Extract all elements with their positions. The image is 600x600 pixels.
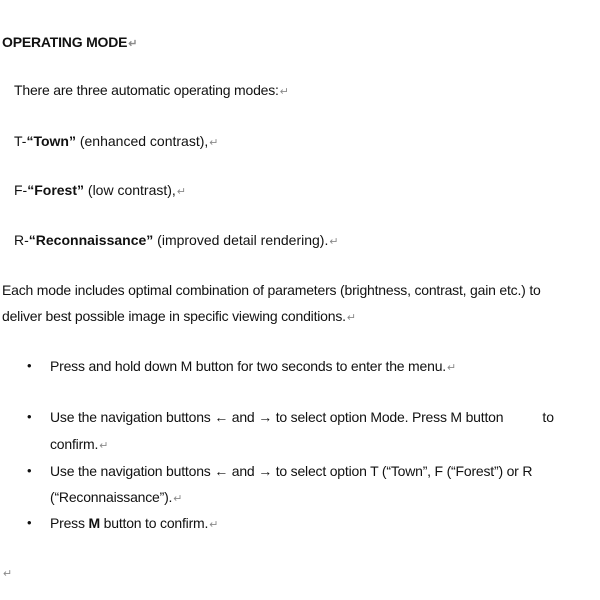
paragraph-mark-icon: ↵ <box>176 186 187 198</box>
mode-town-line: T-“Town” (enhanced contrast),↵ <box>14 133 219 149</box>
bullet-item-4: Press M button to confirm.↵ <box>50 515 219 531</box>
bullet-item-2-trailing-word: to <box>542 409 554 425</box>
paragraph-mark-icon: ↵ <box>329 236 339 248</box>
bullet-item-2-line-1: Use the navigation buttons ← and → to select option Mode. Press M button <box>50 409 504 425</box>
bullet-item-3-line-2: (“Reconnaissance”).↵ <box>50 489 183 505</box>
paragraph-mark-icon: ↵ <box>128 38 138 50</box>
description-line-2: deliver best possible image in specific viewing conditions.↵ <box>2 308 356 324</box>
paragraph-mark-icon: ↵ <box>99 440 109 452</box>
paragraph-mark-icon: ↵ <box>3 568 13 580</box>
description-line-1: Each mode includes optimal combination of parameters (brightness, contrast, gain etc.) to <box>2 282 541 298</box>
mode-reconnaissance-line: R-“Reconnaissance” (improved detail rendering).↵ <box>14 232 339 248</box>
bullet-icon: • <box>27 463 32 478</box>
paragraph-mark-icon: ↵ <box>173 493 183 505</box>
bullet-item-2-line-2: confirm.↵ <box>50 436 109 452</box>
intro-line: There are three automatic operating modes:↵ <box>14 82 289 98</box>
paragraph-mark-icon: ↵ <box>279 86 289 98</box>
section-title: OPERATING MODE↵ <box>2 34 138 50</box>
bullet-icon: • <box>27 515 32 530</box>
paragraph-mark-icon: ↵ <box>209 137 219 149</box>
mode-forest-line: F-“Forest” (low contrast),↵ <box>14 182 187 198</box>
paragraph-mark-icon: ↵ <box>446 362 457 374</box>
bullet-item-1: Press and hold down M button for two seconds to enter the menu.↵ <box>50 358 457 374</box>
bullet-item-3-line-1: Use the navigation buttons ← and → to select option T (“Town”, F (“Forest”) or R <box>50 463 533 479</box>
paragraph-mark-icon: ↵ <box>209 519 219 531</box>
bullet-icon: • <box>27 409 32 424</box>
bullet-icon: • <box>27 358 32 373</box>
paragraph-mark-icon: ↵ <box>346 312 356 324</box>
